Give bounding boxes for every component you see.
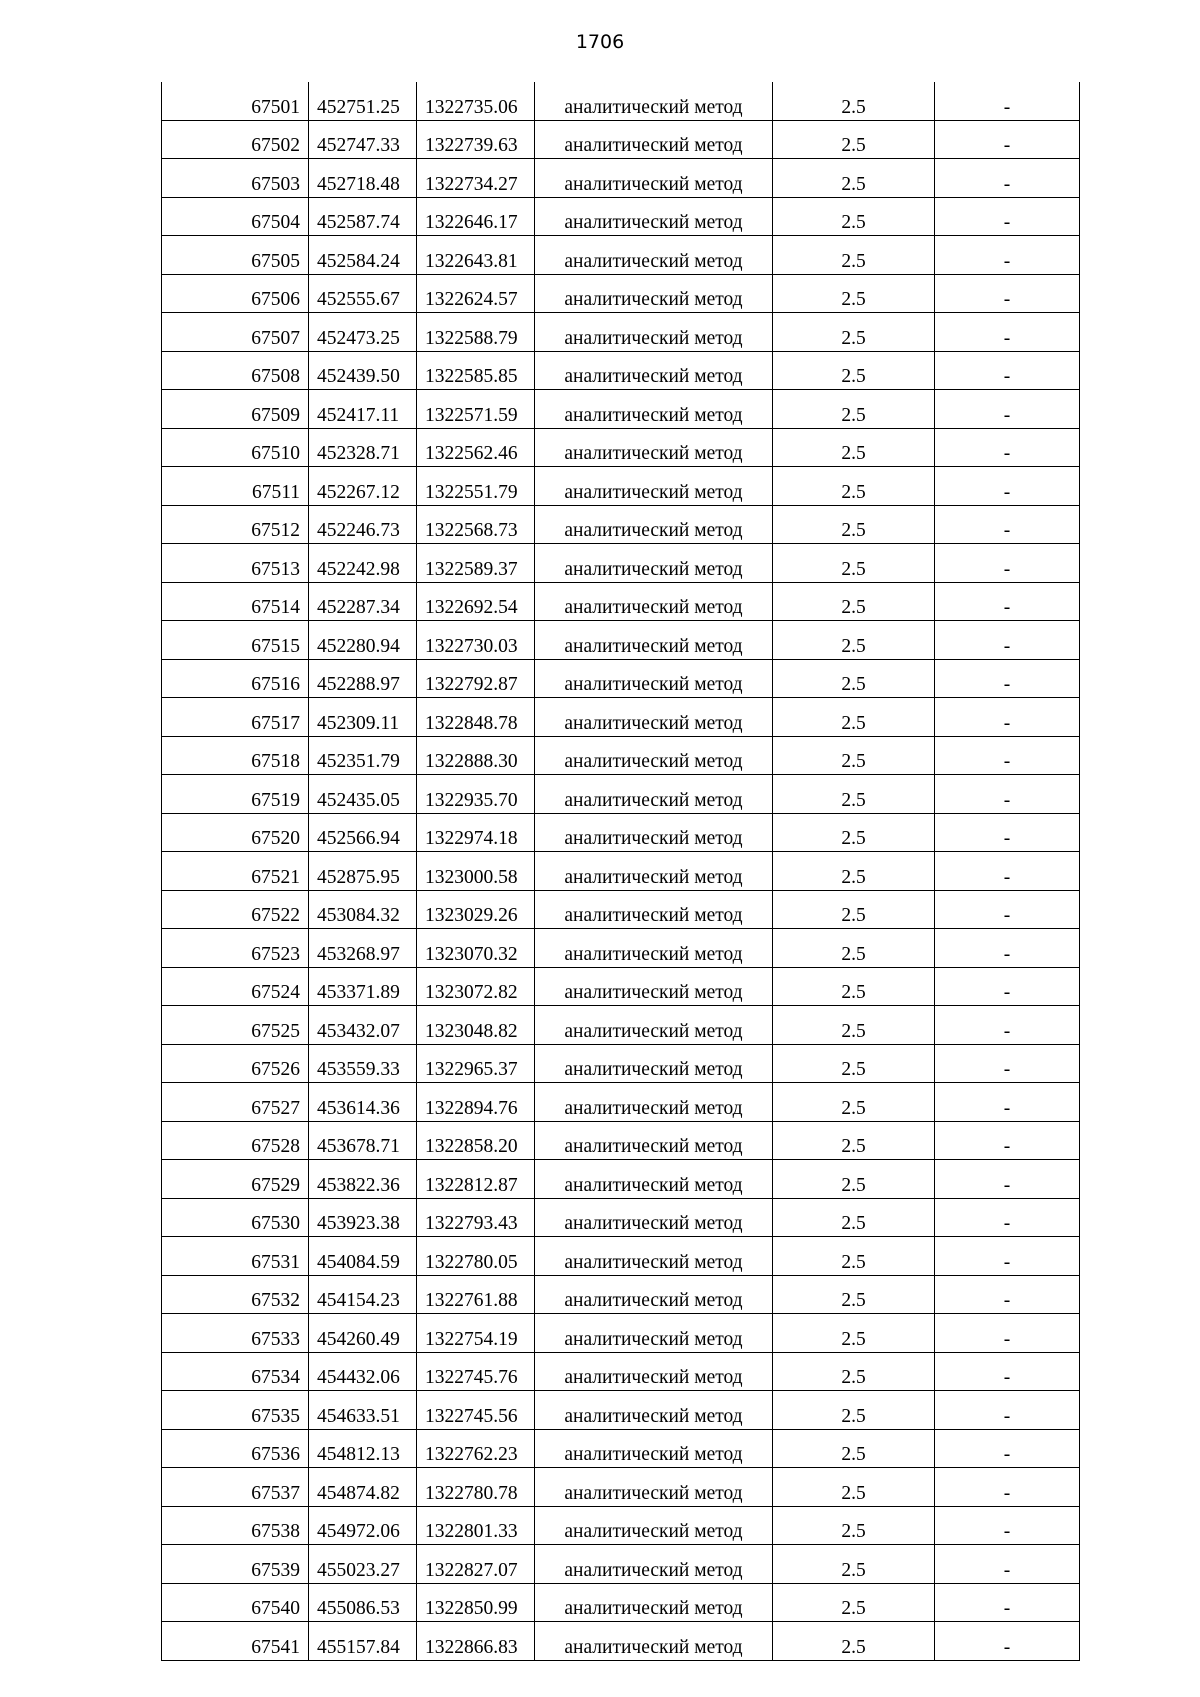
y-coordinate-cell: 1322780.05 bbox=[417, 1237, 535, 1276]
x-coordinate-cell: 452242.98 bbox=[309, 544, 417, 583]
method-cell: аналитический метод bbox=[535, 582, 773, 621]
table-row bbox=[162, 351, 1080, 390]
y-coordinate-cell: 1322735.06 bbox=[417, 82, 535, 120]
accuracy-cell: 2.5 bbox=[773, 1083, 935, 1122]
table-row bbox=[162, 1121, 1080, 1160]
table-row bbox=[162, 929, 1080, 968]
note-cell: - bbox=[935, 929, 1080, 968]
x-coordinate-cell: 454633.51 bbox=[309, 1391, 417, 1430]
method-cell: аналитический метод bbox=[535, 544, 773, 583]
table-row bbox=[162, 313, 1080, 352]
point-number-cell: 67519 bbox=[162, 775, 309, 814]
y-coordinate-cell: 1322730.03 bbox=[417, 621, 535, 660]
table-row bbox=[162, 544, 1080, 583]
y-coordinate-cell: 1322624.57 bbox=[417, 274, 535, 313]
method-cell: аналитический метод bbox=[535, 1083, 773, 1122]
table-row bbox=[162, 1006, 1080, 1045]
x-coordinate-cell: 453614.36 bbox=[309, 1083, 417, 1122]
x-coordinate-cell: 452246.73 bbox=[309, 505, 417, 544]
table-row bbox=[162, 120, 1080, 159]
x-coordinate-cell: 452566.94 bbox=[309, 813, 417, 852]
accuracy-cell: 2.5 bbox=[773, 428, 935, 467]
method-cell: аналитический метод bbox=[535, 736, 773, 775]
method-cell: аналитический метод bbox=[535, 967, 773, 1006]
accuracy-cell: 2.5 bbox=[773, 197, 935, 236]
table-row bbox=[162, 467, 1080, 506]
point-number-cell: 67535 bbox=[162, 1391, 309, 1430]
x-coordinate-cell: 454154.23 bbox=[309, 1275, 417, 1314]
y-coordinate-cell: 1322793.43 bbox=[417, 1198, 535, 1237]
method-cell: аналитический метод bbox=[535, 197, 773, 236]
point-number-cell: 67527 bbox=[162, 1083, 309, 1122]
x-coordinate-cell: 453559.33 bbox=[309, 1044, 417, 1083]
page-number: 1706 bbox=[575, 31, 625, 53]
point-number-cell: 67510 bbox=[162, 428, 309, 467]
note-cell: - bbox=[935, 1468, 1080, 1507]
point-number-cell: 67503 bbox=[162, 159, 309, 198]
point-number-cell: 67516 bbox=[162, 659, 309, 698]
method-cell: аналитический метод bbox=[535, 1545, 773, 1584]
note-cell: - bbox=[935, 1429, 1080, 1468]
point-number-cell: 67533 bbox=[162, 1314, 309, 1353]
accuracy-cell: 2.5 bbox=[773, 890, 935, 929]
note-cell: - bbox=[935, 852, 1080, 891]
note-cell: - bbox=[935, 390, 1080, 429]
note-cell: - bbox=[935, 1352, 1080, 1391]
method-cell: аналитический метод bbox=[535, 351, 773, 390]
note-cell: - bbox=[935, 351, 1080, 390]
table-row bbox=[162, 1275, 1080, 1314]
accuracy-cell: 2.5 bbox=[773, 274, 935, 313]
table-row bbox=[162, 736, 1080, 775]
x-coordinate-cell: 452718.48 bbox=[309, 159, 417, 198]
note-cell: - bbox=[935, 736, 1080, 775]
table-body bbox=[162, 82, 1080, 1660]
note-cell: - bbox=[935, 428, 1080, 467]
method-cell: аналитический метод bbox=[535, 1352, 773, 1391]
method-cell: аналитический метод bbox=[535, 1160, 773, 1199]
table-row bbox=[162, 1391, 1080, 1430]
x-coordinate-cell: 454432.06 bbox=[309, 1352, 417, 1391]
method-cell: аналитический метод bbox=[535, 428, 773, 467]
table-row bbox=[162, 390, 1080, 429]
x-coordinate-cell: 452435.05 bbox=[309, 775, 417, 814]
y-coordinate-cell: 1323048.82 bbox=[417, 1006, 535, 1045]
x-coordinate-cell: 452287.34 bbox=[309, 582, 417, 621]
note-cell: - bbox=[935, 1391, 1080, 1430]
point-number-cell: 67515 bbox=[162, 621, 309, 660]
table-row bbox=[162, 582, 1080, 621]
point-number-cell: 67507 bbox=[162, 313, 309, 352]
accuracy-cell: 2.5 bbox=[773, 1121, 935, 1160]
point-number-cell: 67506 bbox=[162, 274, 309, 313]
accuracy-cell: 2.5 bbox=[773, 1198, 935, 1237]
x-coordinate-cell: 453371.89 bbox=[309, 967, 417, 1006]
point-number-cell: 67525 bbox=[162, 1006, 309, 1045]
note-cell: - bbox=[935, 1583, 1080, 1622]
method-cell: аналитический метод bbox=[535, 659, 773, 698]
table-row bbox=[162, 1160, 1080, 1199]
note-cell: - bbox=[935, 621, 1080, 660]
y-coordinate-cell: 1323072.82 bbox=[417, 967, 535, 1006]
table-row bbox=[162, 428, 1080, 467]
note-cell: - bbox=[935, 1275, 1080, 1314]
table-row bbox=[162, 236, 1080, 275]
point-number-cell: 67501 bbox=[162, 82, 309, 120]
point-number-cell: 67523 bbox=[162, 929, 309, 968]
point-number-cell: 67534 bbox=[162, 1352, 309, 1391]
accuracy-cell: 2.5 bbox=[773, 1622, 935, 1661]
note-cell: - bbox=[935, 1121, 1080, 1160]
note-cell: - bbox=[935, 82, 1080, 120]
table-row bbox=[162, 1314, 1080, 1353]
x-coordinate-cell: 453923.38 bbox=[309, 1198, 417, 1237]
y-coordinate-cell: 1322745.76 bbox=[417, 1352, 535, 1391]
accuracy-cell: 2.5 bbox=[773, 621, 935, 660]
note-cell: - bbox=[935, 159, 1080, 198]
x-coordinate-cell: 454972.06 bbox=[309, 1506, 417, 1545]
accuracy-cell: 2.5 bbox=[773, 1237, 935, 1276]
y-coordinate-cell: 1322568.73 bbox=[417, 505, 535, 544]
x-coordinate-cell: 452309.11 bbox=[309, 698, 417, 737]
table-row bbox=[162, 1583, 1080, 1622]
table-row bbox=[162, 274, 1080, 313]
point-number-cell: 67512 bbox=[162, 505, 309, 544]
y-coordinate-cell: 1322761.88 bbox=[417, 1275, 535, 1314]
table-row bbox=[162, 1352, 1080, 1391]
accuracy-cell: 2.5 bbox=[773, 544, 935, 583]
note-cell: - bbox=[935, 775, 1080, 814]
y-coordinate-cell: 1322588.79 bbox=[417, 313, 535, 352]
y-coordinate-cell: 1322827.07 bbox=[417, 1545, 535, 1584]
method-cell: аналитический метод bbox=[535, 1391, 773, 1430]
accuracy-cell: 2.5 bbox=[773, 82, 935, 120]
accuracy-cell: 2.5 bbox=[773, 698, 935, 737]
point-number-cell: 67530 bbox=[162, 1198, 309, 1237]
table-row bbox=[162, 1237, 1080, 1276]
note-cell: - bbox=[935, 1083, 1080, 1122]
note-cell: - bbox=[935, 1237, 1080, 1276]
x-coordinate-cell: 452751.25 bbox=[309, 82, 417, 120]
point-number-cell: 67511 bbox=[162, 467, 309, 506]
accuracy-cell: 2.5 bbox=[773, 659, 935, 698]
note-cell: - bbox=[935, 274, 1080, 313]
x-coordinate-cell: 453268.97 bbox=[309, 929, 417, 968]
note-cell: - bbox=[935, 236, 1080, 275]
y-coordinate-cell: 1322792.87 bbox=[417, 659, 535, 698]
x-coordinate-cell: 452351.79 bbox=[309, 736, 417, 775]
accuracy-cell: 2.5 bbox=[773, 1160, 935, 1199]
accuracy-cell: 2.5 bbox=[773, 1506, 935, 1545]
accuracy-cell: 2.5 bbox=[773, 852, 935, 891]
accuracy-cell: 2.5 bbox=[773, 236, 935, 275]
method-cell: аналитический метод bbox=[535, 1275, 773, 1314]
x-coordinate-cell: 452417.11 bbox=[309, 390, 417, 429]
point-number-cell: 67514 bbox=[162, 582, 309, 621]
accuracy-cell: 2.5 bbox=[773, 967, 935, 1006]
accuracy-cell: 2.5 bbox=[773, 1468, 935, 1507]
point-number-cell: 67526 bbox=[162, 1044, 309, 1083]
point-number-cell: 67508 bbox=[162, 351, 309, 390]
x-coordinate-cell: 452584.24 bbox=[309, 236, 417, 275]
method-cell: аналитический метод bbox=[535, 1506, 773, 1545]
note-cell: - bbox=[935, 1006, 1080, 1045]
point-number-cell: 67524 bbox=[162, 967, 309, 1006]
note-cell: - bbox=[935, 890, 1080, 929]
accuracy-cell: 2.5 bbox=[773, 390, 935, 429]
y-coordinate-cell: 1322812.87 bbox=[417, 1160, 535, 1199]
accuracy-cell: 2.5 bbox=[773, 582, 935, 621]
y-coordinate-cell: 1322739.63 bbox=[417, 120, 535, 159]
y-coordinate-cell: 1322858.20 bbox=[417, 1121, 535, 1160]
point-number-cell: 67538 bbox=[162, 1506, 309, 1545]
method-cell: аналитический метод bbox=[535, 120, 773, 159]
x-coordinate-cell: 453084.32 bbox=[309, 890, 417, 929]
point-number-cell: 67520 bbox=[162, 813, 309, 852]
x-coordinate-cell: 452587.74 bbox=[309, 197, 417, 236]
method-cell: аналитический метод bbox=[535, 775, 773, 814]
note-cell: - bbox=[935, 1506, 1080, 1545]
x-coordinate-cell: 452473.25 bbox=[309, 313, 417, 352]
point-number-cell: 67509 bbox=[162, 390, 309, 429]
table-row bbox=[162, 159, 1080, 198]
x-coordinate-cell: 454874.82 bbox=[309, 1468, 417, 1507]
y-coordinate-cell: 1322762.23 bbox=[417, 1429, 535, 1468]
x-coordinate-cell: 452747.33 bbox=[309, 120, 417, 159]
table-row bbox=[162, 813, 1080, 852]
note-cell: - bbox=[935, 1044, 1080, 1083]
table-row bbox=[162, 852, 1080, 891]
x-coordinate-cell: 452328.71 bbox=[309, 428, 417, 467]
x-coordinate-cell: 454812.13 bbox=[309, 1429, 417, 1468]
y-coordinate-cell: 1322965.37 bbox=[417, 1044, 535, 1083]
method-cell: аналитический метод bbox=[535, 1314, 773, 1353]
accuracy-cell: 2.5 bbox=[773, 159, 935, 198]
point-number-cell: 67517 bbox=[162, 698, 309, 737]
note-cell: - bbox=[935, 698, 1080, 737]
table-row bbox=[162, 1083, 1080, 1122]
x-coordinate-cell: 452439.50 bbox=[309, 351, 417, 390]
y-coordinate-cell: 1322866.83 bbox=[417, 1622, 535, 1661]
point-number-cell: 67518 bbox=[162, 736, 309, 775]
method-cell: аналитический метод bbox=[535, 890, 773, 929]
point-number-cell: 67502 bbox=[162, 120, 309, 159]
method-cell: аналитический метод bbox=[535, 813, 773, 852]
point-number-cell: 67529 bbox=[162, 1160, 309, 1199]
accuracy-cell: 2.5 bbox=[773, 1429, 935, 1468]
accuracy-cell: 2.5 bbox=[773, 1044, 935, 1083]
accuracy-cell: 2.5 bbox=[773, 313, 935, 352]
table-row bbox=[162, 698, 1080, 737]
method-cell: аналитический метод bbox=[535, 159, 773, 198]
x-coordinate-cell: 454260.49 bbox=[309, 1314, 417, 1353]
accuracy-cell: 2.5 bbox=[773, 1583, 935, 1622]
table-row bbox=[162, 967, 1080, 1006]
accuracy-cell: 2.5 bbox=[773, 505, 935, 544]
x-coordinate-cell: 452280.94 bbox=[309, 621, 417, 660]
accuracy-cell: 2.5 bbox=[773, 1352, 935, 1391]
method-cell: аналитический метод bbox=[535, 236, 773, 275]
method-cell: аналитический метод bbox=[535, 274, 773, 313]
note-cell: - bbox=[935, 1198, 1080, 1237]
y-coordinate-cell: 1323070.32 bbox=[417, 929, 535, 968]
point-number-cell: 67504 bbox=[162, 197, 309, 236]
accuracy-cell: 2.5 bbox=[773, 775, 935, 814]
note-cell: - bbox=[935, 582, 1080, 621]
table-row bbox=[162, 1545, 1080, 1584]
x-coordinate-cell: 452875.95 bbox=[309, 852, 417, 891]
table-row bbox=[162, 505, 1080, 544]
method-cell: аналитический метод bbox=[535, 1237, 773, 1276]
note-cell: - bbox=[935, 1622, 1080, 1661]
x-coordinate-cell: 455157.84 bbox=[309, 1622, 417, 1661]
table-row bbox=[162, 197, 1080, 236]
method-cell: аналитический метод bbox=[535, 390, 773, 429]
method-cell: аналитический метод bbox=[535, 1583, 773, 1622]
table-row bbox=[162, 890, 1080, 929]
table-row bbox=[162, 1468, 1080, 1507]
note-cell: - bbox=[935, 1314, 1080, 1353]
method-cell: аналитический метод bbox=[535, 467, 773, 506]
method-cell: аналитический метод bbox=[535, 621, 773, 660]
point-number-cell: 67539 bbox=[162, 1545, 309, 1584]
y-coordinate-cell: 1322562.46 bbox=[417, 428, 535, 467]
accuracy-cell: 2.5 bbox=[773, 1275, 935, 1314]
note-cell: - bbox=[935, 813, 1080, 852]
method-cell: аналитический метод bbox=[535, 852, 773, 891]
x-coordinate-cell: 454084.59 bbox=[309, 1237, 417, 1276]
method-cell: аналитический метод bbox=[535, 1044, 773, 1083]
y-coordinate-cell: 1322551.79 bbox=[417, 467, 535, 506]
y-coordinate-cell: 1322780.78 bbox=[417, 1468, 535, 1507]
method-cell: аналитический метод bbox=[535, 313, 773, 352]
method-cell: аналитический метод bbox=[535, 929, 773, 968]
table-row bbox=[162, 659, 1080, 698]
x-coordinate-cell: 452267.12 bbox=[309, 467, 417, 506]
y-coordinate-cell: 1322734.27 bbox=[417, 159, 535, 198]
method-cell: аналитический метод bbox=[535, 698, 773, 737]
table-row bbox=[162, 1506, 1080, 1545]
note-cell: - bbox=[935, 505, 1080, 544]
y-coordinate-cell: 1322585.85 bbox=[417, 351, 535, 390]
accuracy-cell: 2.5 bbox=[773, 351, 935, 390]
y-coordinate-cell: 1322754.19 bbox=[417, 1314, 535, 1353]
x-coordinate-cell: 453678.71 bbox=[309, 1121, 417, 1160]
x-coordinate-cell: 452288.97 bbox=[309, 659, 417, 698]
point-number-cell: 67536 bbox=[162, 1429, 309, 1468]
accuracy-cell: 2.5 bbox=[773, 120, 935, 159]
y-coordinate-cell: 1322646.17 bbox=[417, 197, 535, 236]
note-cell: - bbox=[935, 1545, 1080, 1584]
accuracy-cell: 2.5 bbox=[773, 813, 935, 852]
note-cell: - bbox=[935, 1160, 1080, 1199]
note-cell: - bbox=[935, 313, 1080, 352]
table-row bbox=[162, 1044, 1080, 1083]
x-coordinate-cell: 455086.53 bbox=[309, 1583, 417, 1622]
point-number-cell: 67528 bbox=[162, 1121, 309, 1160]
table-row bbox=[162, 621, 1080, 660]
method-cell: аналитический метод bbox=[535, 82, 773, 120]
method-cell: аналитический метод bbox=[535, 1006, 773, 1045]
method-cell: аналитический метод bbox=[535, 1622, 773, 1661]
x-coordinate-cell: 455023.27 bbox=[309, 1545, 417, 1584]
note-cell: - bbox=[935, 544, 1080, 583]
x-coordinate-cell: 453822.36 bbox=[309, 1160, 417, 1199]
y-coordinate-cell: 1322571.59 bbox=[417, 390, 535, 429]
y-coordinate-cell: 1322692.54 bbox=[417, 582, 535, 621]
point-number-cell: 67505 bbox=[162, 236, 309, 275]
point-number-cell: 67540 bbox=[162, 1583, 309, 1622]
y-coordinate-cell: 1322974.18 bbox=[417, 813, 535, 852]
point-number-cell: 67513 bbox=[162, 544, 309, 583]
x-coordinate-cell: 452555.67 bbox=[309, 274, 417, 313]
y-coordinate-cell: 1322589.37 bbox=[417, 544, 535, 583]
method-cell: аналитический метод bbox=[535, 1429, 773, 1468]
y-coordinate-cell: 1322745.56 bbox=[417, 1391, 535, 1430]
note-cell: - bbox=[935, 967, 1080, 1006]
accuracy-cell: 2.5 bbox=[773, 929, 935, 968]
y-coordinate-cell: 1322643.81 bbox=[417, 236, 535, 275]
accuracy-cell: 2.5 bbox=[773, 1006, 935, 1045]
method-cell: аналитический метод bbox=[535, 1121, 773, 1160]
method-cell: аналитический метод bbox=[535, 1198, 773, 1237]
coordinates-table bbox=[161, 82, 1080, 1661]
y-coordinate-cell: 1322888.30 bbox=[417, 736, 535, 775]
y-coordinate-cell: 1322894.76 bbox=[417, 1083, 535, 1122]
table-row bbox=[162, 1622, 1080, 1661]
y-coordinate-cell: 1322935.70 bbox=[417, 775, 535, 814]
point-number-cell: 67531 bbox=[162, 1237, 309, 1276]
accuracy-cell: 2.5 bbox=[773, 1314, 935, 1353]
point-number-cell: 67522 bbox=[162, 890, 309, 929]
y-coordinate-cell: 1322801.33 bbox=[417, 1506, 535, 1545]
accuracy-cell: 2.5 bbox=[773, 1545, 935, 1584]
point-number-cell: 67521 bbox=[162, 852, 309, 891]
note-cell: - bbox=[935, 467, 1080, 506]
method-cell: аналитический метод bbox=[535, 505, 773, 544]
y-coordinate-cell: 1323029.26 bbox=[417, 890, 535, 929]
note-cell: - bbox=[935, 659, 1080, 698]
table-row bbox=[162, 82, 1080, 120]
note-cell: - bbox=[935, 120, 1080, 159]
table-row bbox=[162, 1429, 1080, 1468]
accuracy-cell: 2.5 bbox=[773, 1391, 935, 1430]
y-coordinate-cell: 1322848.78 bbox=[417, 698, 535, 737]
point-number-cell: 67532 bbox=[162, 1275, 309, 1314]
table-row bbox=[162, 1198, 1080, 1237]
method-cell: аналитический метод bbox=[535, 1468, 773, 1507]
y-coordinate-cell: 1322850.99 bbox=[417, 1583, 535, 1622]
point-number-cell: 67537 bbox=[162, 1468, 309, 1507]
point-number-cell: 67541 bbox=[162, 1622, 309, 1661]
note-cell: - bbox=[935, 197, 1080, 236]
table-row bbox=[162, 775, 1080, 814]
y-coordinate-cell: 1323000.58 bbox=[417, 852, 535, 891]
x-coordinate-cell: 453432.07 bbox=[309, 1006, 417, 1045]
accuracy-cell: 2.5 bbox=[773, 467, 935, 506]
accuracy-cell: 2.5 bbox=[773, 736, 935, 775]
